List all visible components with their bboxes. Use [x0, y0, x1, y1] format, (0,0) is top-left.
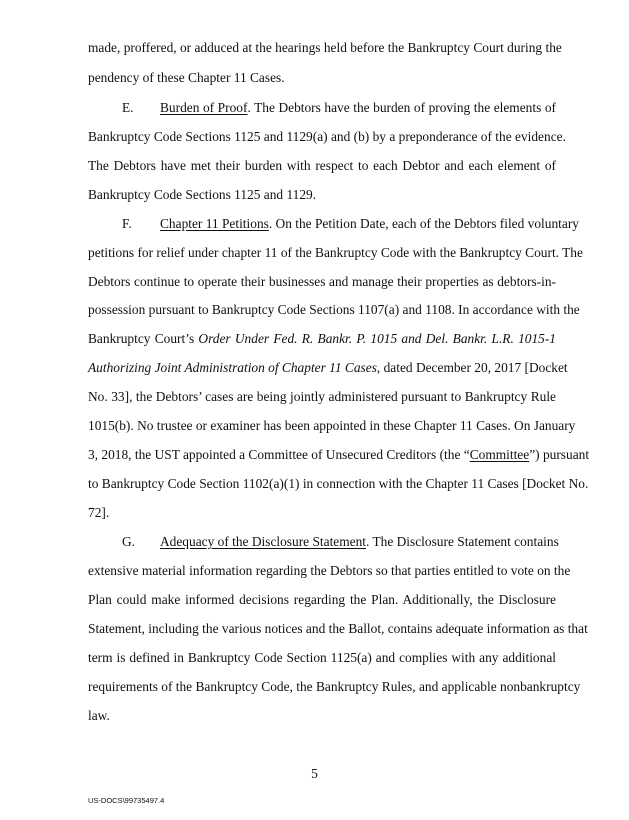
section-f-line-2: petitions for relief under chapter 11 of the Bankruptcy Code with the Bankruptcy Court. The: [88, 245, 583, 260]
section-g-letter: G.: [122, 534, 136, 549]
section-e-letter: E.: [122, 100, 134, 115]
section-f-line-9: [88, 447, 590, 463]
section-f-line-1-text: . On the Petition Date, each of the Debtors filed voluntary: [268, 216, 579, 231]
order-title-part-1: Order Under Fed. R. Bankr. P. 1015 and Del. Bankr. L.R. 1015-1: [198, 331, 557, 346]
section-g-line-1: [88, 534, 559, 550]
section-g-line-7: law.: [88, 708, 110, 723]
section-f-line-11: 72].: [88, 505, 110, 520]
section-e-line-3: The Debtors have met their burden with respect to each Debtor and each element of: [88, 158, 556, 173]
section-e-heading: Burden of Proof: [160, 100, 248, 115]
section-e-line-1-text: . The Debtors have the burden of proving the elements of: [247, 100, 556, 115]
section-f-line-6: [88, 360, 568, 376]
section-f-line-5: [88, 331, 556, 347]
section-e-line-2: Bankruptcy Code Sections 1125 and 1129(a) and (b) by a preponderance of the evidence.: [88, 129, 566, 144]
section-f-line-8: 1015(b). No trustee or examiner has been appointed in these Chapter 11 Cases. On January: [88, 418, 576, 433]
intro-line-1: made, proffered, or adduced at the hearings held before the Bankruptcy Court during the: [88, 40, 562, 55]
section-f-letter: F.: [122, 216, 132, 231]
section-e-line-4: Bankruptcy Code Sections 1125 and 1129.: [88, 187, 317, 202]
order-title-part-2: Authorizing Joint Administration of Chapter 11 Cases: [88, 360, 377, 375]
section-f-line-1: [88, 216, 579, 232]
section-g-line-6: requirements of the Bankruptcy Code, the Bankruptcy Rules, and applicable nonbankruptcy: [88, 679, 581, 694]
section-g-line-5: term is defined in Bankruptcy Code Section 1125(a) and complies with any additional: [88, 650, 556, 665]
page-number: 5: [311, 766, 318, 781]
section-f-line-5-text: Bankruptcy Court’s: [88, 331, 199, 346]
section-g-line-4: Statement, including the various notices and the Ballot, contains adequate information as that: [88, 621, 588, 636]
defined-term-committee: Committee: [469, 447, 530, 462]
section-g-heading: Adequacy of the Disclosure Statement: [160, 534, 367, 549]
section-f-line-9-pre: 3, 2018, the UST appointed a Committee of Unsecured Creditors (the “: [88, 447, 470, 462]
section-f-line-4: possession pursuant to Bankruptcy Code Sections 1107(a) and 1108. In accordance with the: [88, 302, 580, 317]
section-f-heading: Chapter 11 Petitions: [160, 216, 269, 231]
intro-line-2: pendency of these Chapter 11 Cases.: [88, 70, 285, 85]
section-f-line-10: to Bankruptcy Code Section 1102(a)(1) in connection with the Chapter 11 Cases [Docket No.: [88, 476, 589, 491]
section-f-line-6-text: , dated December 20, 2017 [Docket: [376, 360, 568, 375]
section-g-line-3: Plan could make informed decisions regarding the Plan. Additionally, the Disclosure: [88, 592, 556, 607]
section-f-line-7: No. 33], the Debtors’ cases are being jointly administered pursuant to Bankruptcy Rule: [88, 389, 556, 404]
section-g-line-1-text: . The Disclosure Statement contains: [366, 534, 559, 549]
section-f-line-3: Debtors continue to operate their businesses and manage their properties as debtors-in-: [88, 274, 556, 289]
document-id: US-DOCS\99735497.4: [88, 796, 165, 805]
section-g-line-2: extensive material information regarding the Debtors so that parties entitled to vote on the: [88, 563, 571, 578]
section-e-line-1: [88, 100, 556, 116]
section-f-line-9-post: ”) pursuant: [529, 447, 590, 462]
